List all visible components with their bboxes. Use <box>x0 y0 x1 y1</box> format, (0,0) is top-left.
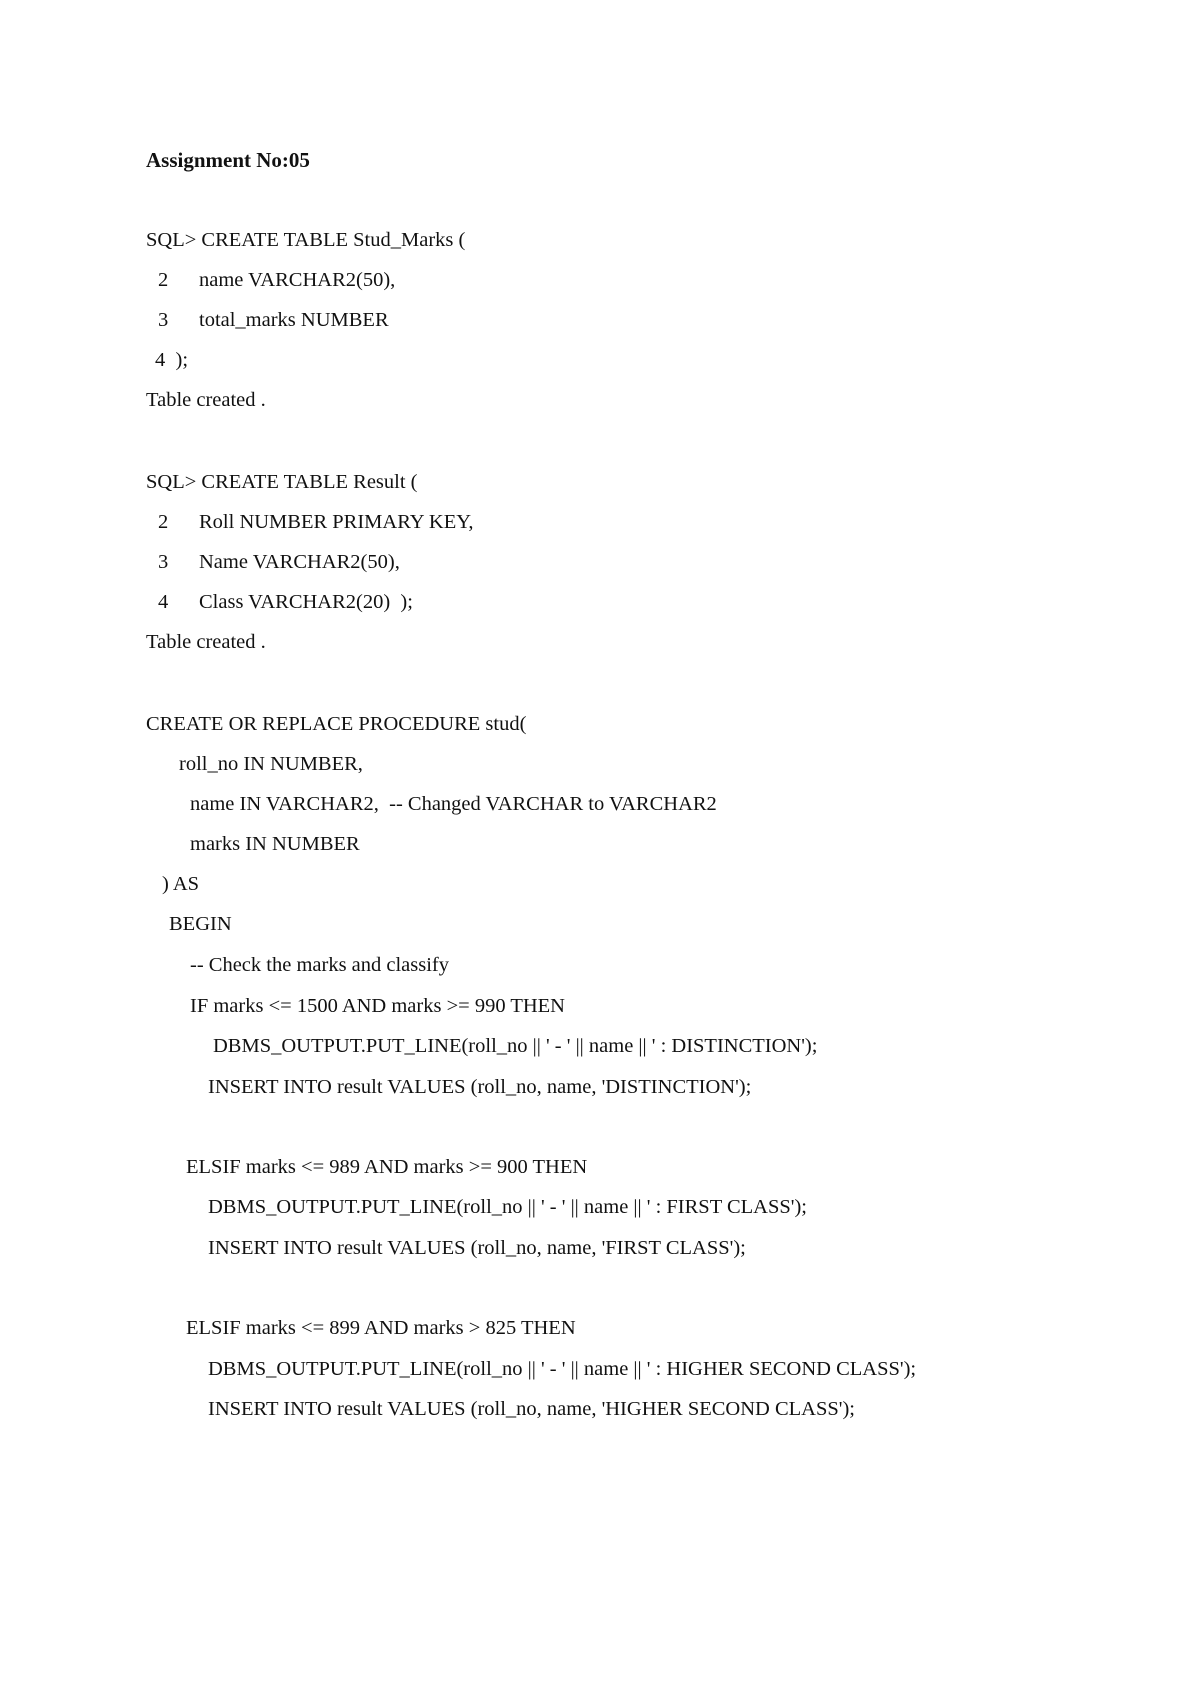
code-line: IF marks <= 1500 AND marks >= 990 THEN <box>190 995 565 1017</box>
code-line: 2 name VARCHAR2(50), <box>158 269 396 291</box>
code-line: 4 ); <box>155 349 189 371</box>
code-line: 4 Class VARCHAR2(20) ); <box>158 591 413 613</box>
code-line: INSERT INTO result VALUES (roll_no, name, 'DISTINCTION'); <box>208 1076 752 1098</box>
code-line: INSERT INTO result VALUES (roll_no, name, 'HIGHER SECOND CLASS'); <box>208 1398 855 1420</box>
code-line: 3 Name VARCHAR2(50), <box>158 551 400 573</box>
code-line: DBMS_OUTPUT.PUT_LINE(roll_no || ' - ' || name || ' : DISTINCTION'); <box>213 1035 818 1057</box>
code-line: DBMS_OUTPUT.PUT_LINE(roll_no || ' - ' || name || ' : FIRST CLASS'); <box>208 1196 807 1218</box>
assignment-title: Assignment No:05 <box>146 148 310 172</box>
code-line: SQL> CREATE TABLE Result ( <box>146 471 418 493</box>
code-line: name IN VARCHAR2, -- Changed VARCHAR to VARCHAR2 <box>190 793 717 815</box>
code-line: CREATE OR REPLACE PROCEDURE stud( <box>146 713 527 735</box>
code-line: ELSIF marks <= 989 AND marks >= 900 THEN <box>186 1156 588 1178</box>
code-line: ) AS <box>162 873 200 895</box>
code-line: SQL> CREATE TABLE Stud_Marks ( <box>146 229 466 251</box>
code-line: -- Check the marks and classify <box>190 954 450 976</box>
output-line: Table created . <box>146 389 266 411</box>
code-line: roll_no IN NUMBER, <box>179 753 363 775</box>
output-line: Table created . <box>146 631 266 653</box>
code-line: ELSIF marks <= 899 AND marks > 825 THEN <box>186 1317 576 1339</box>
code-line: 2 Roll NUMBER PRIMARY KEY, <box>158 511 474 533</box>
code-line: marks IN NUMBER <box>190 833 360 855</box>
code-line: BEGIN <box>169 913 232 935</box>
code-line: DBMS_OUTPUT.PUT_LINE(roll_no || ' - ' || name || ' : HIGHER SECOND CLASS'); <box>208 1358 917 1380</box>
code-line: INSERT INTO result VALUES (roll_no, name, 'FIRST CLASS'); <box>208 1237 746 1259</box>
code-line: 3 total_marks NUMBER <box>158 309 389 331</box>
